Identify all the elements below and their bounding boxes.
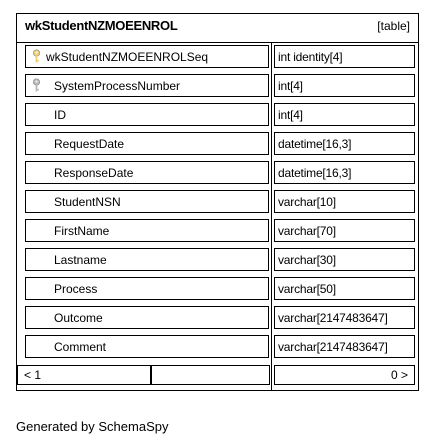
column-row	[17, 304, 418, 333]
column-type: datetime[16,3]	[278, 137, 352, 151]
column-name-cell[interactable]	[25, 103, 269, 126]
column-type-cell	[274, 103, 415, 126]
column-type: varchar[2147483647]	[278, 311, 388, 325]
column-type-cell	[274, 248, 415, 271]
column-row	[17, 159, 418, 188]
column-type: varchar[70]	[278, 224, 336, 238]
column-name-cell[interactable]	[25, 306, 269, 329]
column-name-cell[interactable]	[25, 74, 269, 97]
table-name[interactable]: wkStudentNZMOEENROL	[25, 18, 178, 33]
column-name-cell[interactable]	[25, 248, 269, 271]
column-name: RequestDate	[54, 137, 125, 151]
column-type: varchar[10]	[278, 195, 336, 209]
column-name-cell[interactable]	[25, 132, 269, 155]
column-type-cell	[274, 190, 415, 213]
column-type-cell	[274, 132, 415, 155]
column-name: Process	[54, 282, 98, 296]
column-row	[17, 130, 418, 159]
column-name-cell[interactable]	[25, 45, 269, 68]
column-type-cell	[274, 219, 415, 242]
column-name-cell[interactable]	[25, 219, 269, 242]
relationship-footer	[17, 362, 418, 390]
column-name: Lastname	[54, 253, 107, 267]
generated-by-text: Generated by SchemaSpy	[16, 419, 169, 434]
column-type: varchar[2147483647]	[278, 340, 388, 354]
table-header	[17, 14, 418, 43]
column-type-cell	[274, 277, 415, 300]
children-count: 0 >	[390, 368, 408, 382]
column-name: wkStudentNZMOEENROLSeq	[46, 50, 209, 64]
column-name: ID	[54, 108, 66, 122]
column-type: int[4]	[278, 79, 303, 93]
column-name: SystemProcessNumber	[54, 79, 181, 93]
table-type-label: [table]	[377, 19, 410, 33]
children-count-box[interactable]	[274, 365, 415, 385]
column-row	[17, 188, 418, 217]
column-name: Comment	[54, 340, 107, 354]
column-name: Outcome	[54, 311, 103, 325]
column-name-cell[interactable]	[25, 335, 269, 358]
column-type-cell	[274, 45, 415, 68]
column-row	[17, 101, 418, 130]
column-row	[17, 43, 418, 72]
column-row	[17, 217, 418, 246]
column-type-cell	[274, 335, 415, 358]
column-row	[17, 275, 418, 304]
foreign-key-icon	[32, 78, 41, 93]
column-name-cell[interactable]	[25, 277, 269, 300]
column-name-cell[interactable]	[25, 161, 269, 184]
column-type-cell	[274, 74, 415, 97]
column-type: int[4]	[278, 108, 303, 122]
column-type: varchar[50]	[278, 282, 336, 296]
column-name: StudentNSN	[54, 195, 121, 209]
parents-count: < 1	[24, 368, 42, 382]
column-name: ResponseDate	[54, 166, 134, 180]
spacer-box	[151, 365, 270, 385]
column-type: datetime[16,3]	[278, 166, 352, 180]
table-box	[16, 13, 419, 391]
column-type: int identity[4]	[278, 50, 343, 64]
column-row	[17, 333, 418, 362]
primary-key-icon	[32, 49, 41, 64]
column-name: FirstName	[54, 224, 110, 238]
column-name-cell[interactable]	[25, 190, 269, 213]
parents-count-box[interactable]	[17, 365, 151, 385]
column-type-cell	[274, 306, 415, 329]
column-row	[17, 246, 418, 275]
column-type-cell	[274, 161, 415, 184]
column-row	[17, 72, 418, 101]
column-type: varchar[30]	[278, 253, 336, 267]
